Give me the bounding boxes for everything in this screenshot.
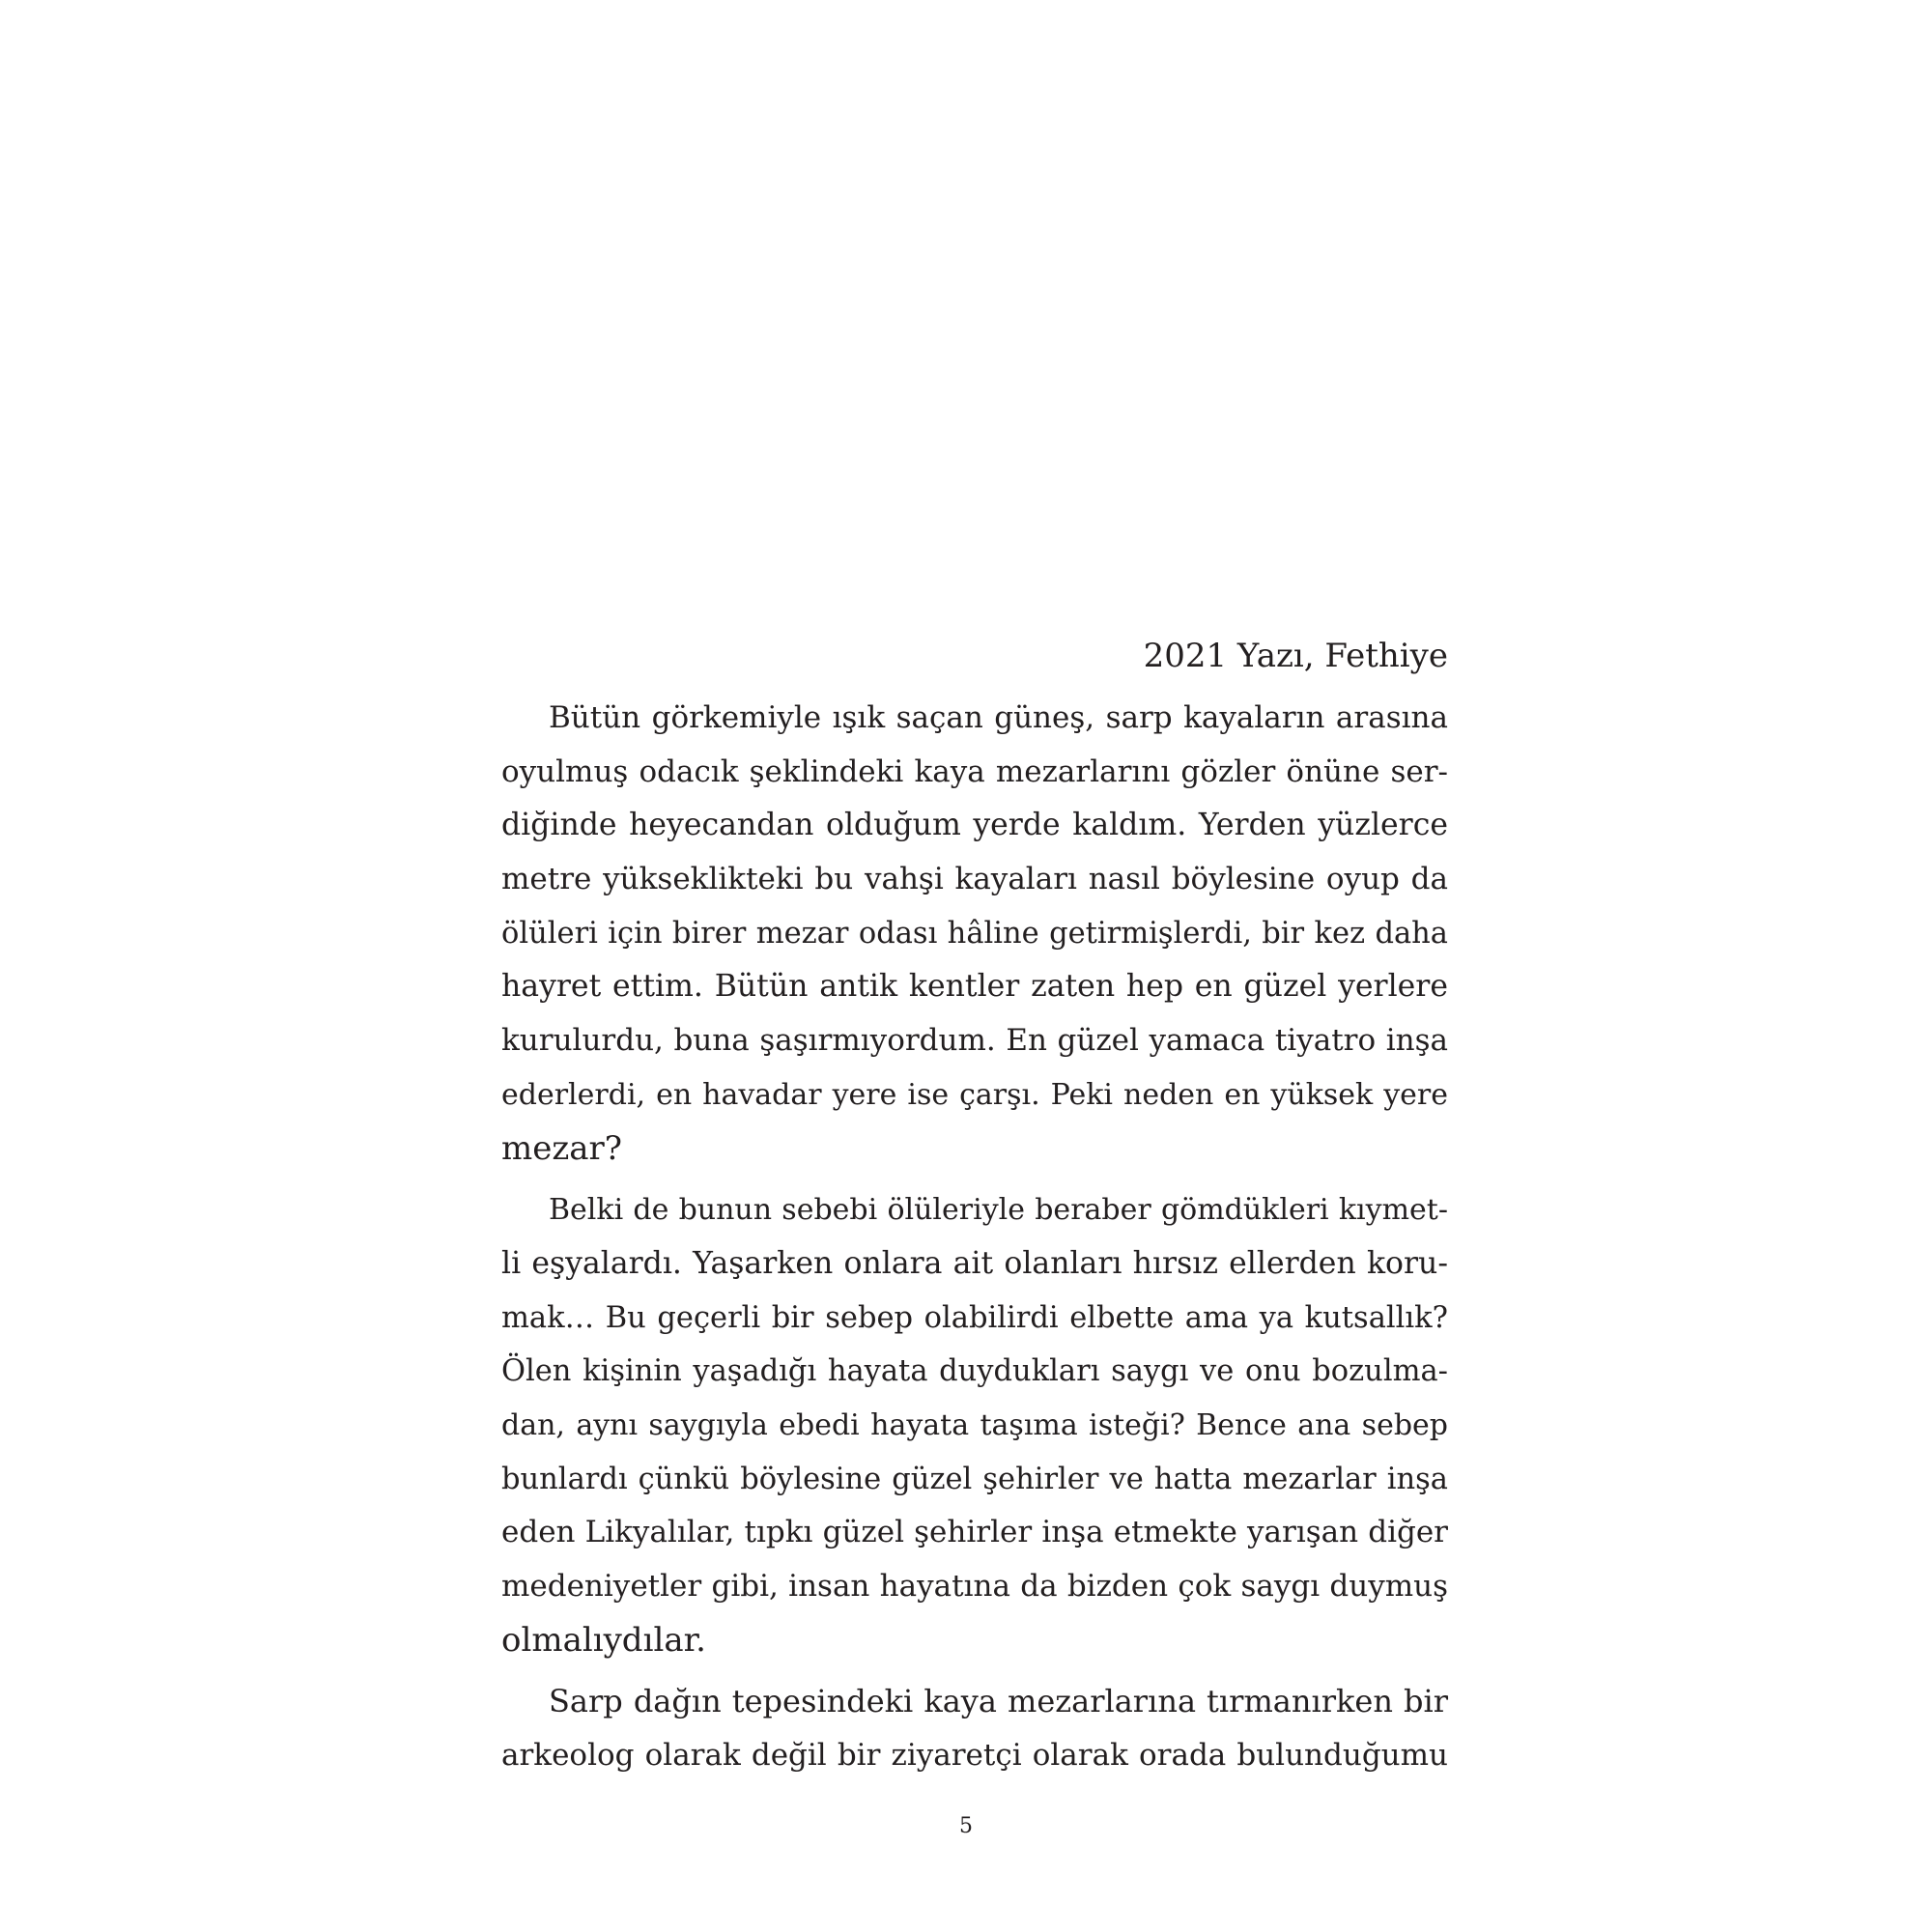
text-line: mak… Bu geçerli bir sebep olabilirdi elbette ama ya kutsallık?: [501, 1300, 1448, 1335]
text-line: eden Likyalılar, tıpkı güzel şehirler inşa etmekte yarışan diğer: [501, 1515, 1448, 1550]
text-line: Belki de bunun sebebi ölüleriyle beraber gömdükleri kıymet-: [549, 1193, 1448, 1228]
text-line: li eşyalardı. Yaşarken onlara ait olanları hırsız ellerden koru-: [501, 1245, 1448, 1281]
text-line: ederlerdi, en havadar yere ise çarşı. Peki neden en yüksek yere: [501, 1077, 1448, 1112]
text-line: bunlardı çünkü böylesine güzel şehirler ve hatta mezarlar inşa: [501, 1462, 1448, 1496]
paragraph-3: [501, 1675, 1448, 1782]
text-line: olmalıydılar.: [501, 1620, 706, 1660]
text-line: oyulmuş odacık şeklindeki kaya mezarlarını gözler önüne ser-: [501, 753, 1448, 789]
paragraph-1: [501, 692, 1448, 1176]
text-line: dan, aynı saygıyla ebedi hayata taşıma isteği? Bence ana sebep: [501, 1407, 1448, 1442]
page-number: 5: [959, 1814, 973, 1838]
body-text: [501, 628, 1448, 1783]
text-line: Bütün görkemiyle ışık saçan güneş, sarp kayaların arasına: [549, 700, 1448, 735]
text-line: diğinde heyecandan olduğum yerde kaldım. Yerden yüzlerce: [501, 808, 1448, 843]
dateline: 2021 Yazı, Fethiye: [1143, 637, 1448, 675]
text-line: kurulurdu, buna şaşırmıyordum. En güzel yamaca tiyatro inşa: [501, 1023, 1448, 1059]
text-line: hayret ettim. Bütün antik kentler zaten hep en güzel yerlere: [501, 969, 1448, 1005]
text-line: Ölen kişinin yaşadığı hayata duydukları saygı ve onu bozulma-: [501, 1354, 1448, 1389]
text-line: arkeolog olarak değil bir ziyaretçi olarak orada bulunduğumu: [501, 1738, 1448, 1774]
paragraph-2: [501, 1183, 1448, 1667]
text-line: metre yükseklikteki bu vahşi kayaları nasıl böylesine oyup da: [501, 862, 1448, 897]
text-line: medeniyetler gibi, insan hayatına da bizden çok saygı duymuş: [501, 1569, 1448, 1604]
text-line: Sarp dağın tepesindeki kaya mezarlarına tırmanırken bir: [549, 1683, 1448, 1720]
text-line: ölüleri için birer mezar odası hâline getirmişlerdi, bir kez daha: [501, 916, 1448, 951]
text-line: mezar?: [501, 1128, 623, 1168]
